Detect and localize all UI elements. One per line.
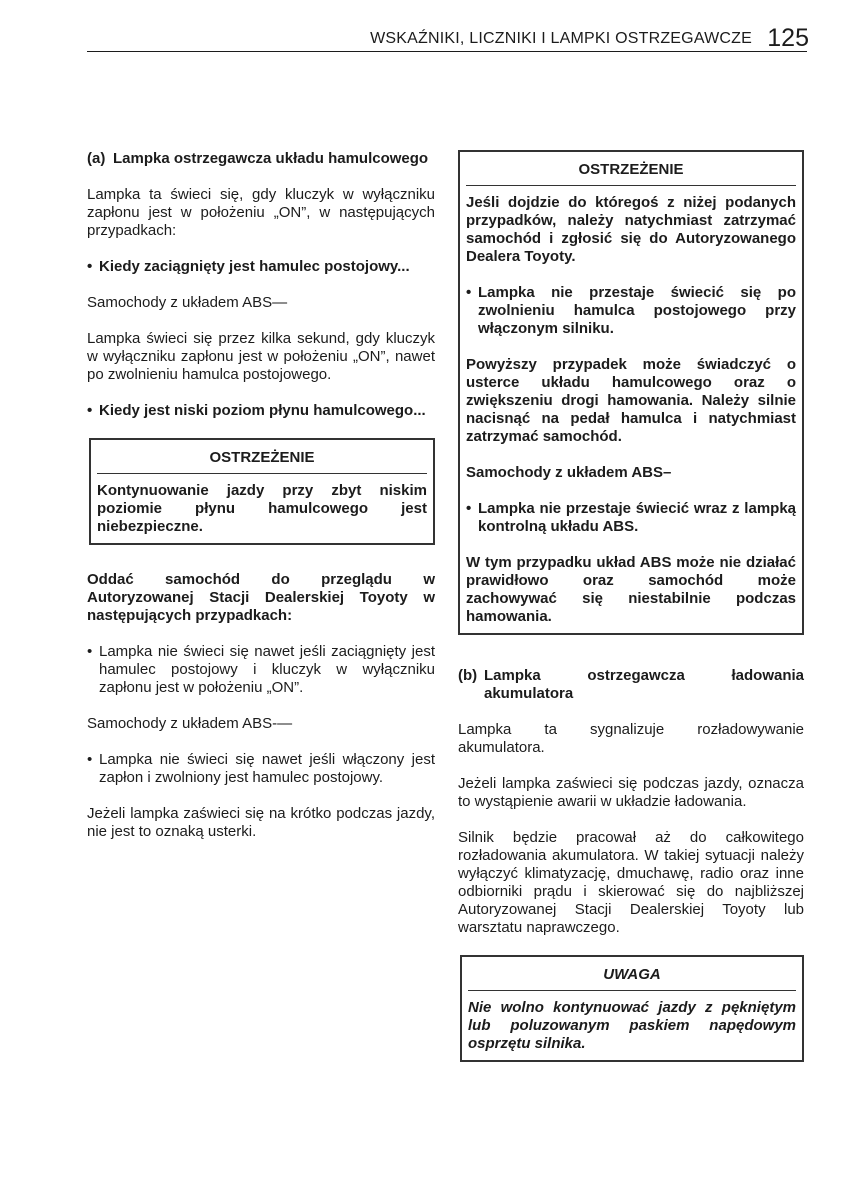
- service-bullet-1-text: Lampka nie świeci się nawet jeśli zaciągnięty jest hamulec postojowy i kluczyk w wyłączniku zapłonu jest w położeniu „ON”.: [99, 643, 435, 696]
- abs-paragraph-1: Lampka świeci się przez kilka sekund, gdy kluczyk w wyłączniku zapłonu jest w położeniu „ON”, nawet po zwolnieniu hamulca postojowego.: [87, 330, 435, 383]
- warning-abs-label: Samochody z układem ABS–: [466, 464, 672, 481]
- left-column: [87, 150, 435, 841]
- case-parking-brake: [87, 258, 435, 276]
- warning-box-title: OSTRZEŻENIE: [466, 157, 796, 186]
- running-header: WSKAŹNIKI, LICZNIKI I LAMPKI OSTRZEGAWCZE: [370, 30, 752, 47]
- header-rule: [87, 51, 807, 52]
- warning-paragraph-1: Jeśli dojdzie do któregoś z niżej podanych przypadków, należy natychmiast zatrzymać samochód i zgłosić się do Autoryzowanego Dealera Toyoty.: [466, 194, 796, 265]
- service-bullet-2-text: Lampka nie świeci się nawet jeśli włączony jest zapłon i zwolniony jest hamulec postojowy.: [99, 751, 435, 786]
- service-paragraph: Oddać samochód do przeglądu w Autoryzowanej Stacji Dealerskiej Toyoty w następujących przypadkach:: [87, 571, 435, 624]
- section-b-label: (b): [458, 667, 478, 684]
- right-column: [458, 150, 804, 1062]
- section-a-title: Lampka ostrzegawcza układu hamulcowego: [113, 150, 429, 167]
- bullet-dot: •: [87, 751, 93, 768]
- warning-box-title: OSTRZEŻENIE: [97, 445, 427, 474]
- warning-bullet-2-text: Lampka nie przestaje świecić wraz z lampką kontrolną układu ABS.: [478, 500, 796, 535]
- bullet-dot: •: [87, 643, 93, 660]
- warning-paragraph-3: W tym przypadku układ ABS może nie działać prawidłowo oraz samochód może zachowywać się niestabilnie podczas hamowania.: [466, 554, 796, 625]
- warning-paragraph-2: Powyższy przypadek może świadczyć o usterce układu hamulcowego oraz o zwiększeniu drogi hamowania. Należy silnie nacisnąć na pedał hamulca i natychmiast zatrzymać samochód.: [466, 356, 796, 445]
- warning-bullet-1: [466, 284, 796, 338]
- b-paragraph-3: Silnik będzie pracował aż do całkowitego rozładowania akumulatora. W takiej sytuacji należy wyłączyć klimatyzację, dmuchawę, radio oraz inne odbiorniki prądu i skierować się do najbliższej Autoryzowanej Stacji Dealerskiej Toyoty lub warsztatu naprawczego.: [458, 829, 804, 936]
- case-low-fluid: [87, 402, 435, 420]
- bullet-dot: •: [87, 402, 93, 419]
- section-b-heading: [458, 667, 804, 703]
- bullet-dot: •: [466, 284, 472, 301]
- note-box-title: UWAGA: [468, 962, 796, 991]
- note-box-body: Nie wolno kontynuować jazdy z pękniętym lub poluzowanym paskiem napędowym osprzętu silnika.: [468, 999, 796, 1052]
- b-paragraph-2: Jeżeli lampka zaświeci się podczas jazdy, oznacza to wystąpienie awarii w układzie ładowania.: [458, 775, 804, 810]
- warning-bullet-2: [466, 500, 796, 536]
- case-parking-brake-text: Kiedy zaciągnięty jest hamulec postojowy...: [99, 258, 410, 275]
- service-bullet-1: [87, 643, 435, 697]
- closing-paragraph: Jeżeli lampka zaświeci się na krótko podczas jazdy, nie jest to oznaką usterki.: [87, 805, 435, 840]
- note-box: [460, 955, 804, 1062]
- bullet-dot: •: [87, 258, 93, 275]
- section-a-label: (a): [87, 150, 106, 167]
- service-bullet-2: [87, 751, 435, 787]
- page-number: 125: [767, 24, 809, 52]
- warning-bullet-1-text: Lampka nie przestaje świecić się po zwolnieniu hamulca postojowego przy włączonym silniku.: [478, 284, 796, 337]
- warning-box-body: Kontynuowanie jazdy przy zbyt niskim poziomie płynu hamulcowego jest niebezpieczne.: [97, 482, 427, 535]
- b-paragraph-1: Lampka ta sygnalizuje rozładowywanie akumulatora.: [458, 721, 804, 756]
- section-b-title: Lampka ostrzegawcza ładowania akumulatora: [484, 667, 804, 702]
- bullet-dot: •: [466, 500, 472, 517]
- warning-box-fluid: [89, 438, 435, 545]
- abs-label-1: Samochody z układem ABS—: [87, 294, 288, 311]
- section-a-heading: [87, 150, 435, 168]
- case-low-fluid-text: Kiedy jest niski poziom płynu hamulcowego...: [99, 402, 426, 419]
- abs-label-2: Samochody z układem ABS-—: [87, 715, 293, 732]
- warning-box-brake: [458, 150, 804, 635]
- intro-paragraph: Lampka ta świeci się, gdy kluczyk w wyłączniku zapłonu jest w położeniu „ON”, w następujących przypadkach:: [87, 186, 435, 239]
